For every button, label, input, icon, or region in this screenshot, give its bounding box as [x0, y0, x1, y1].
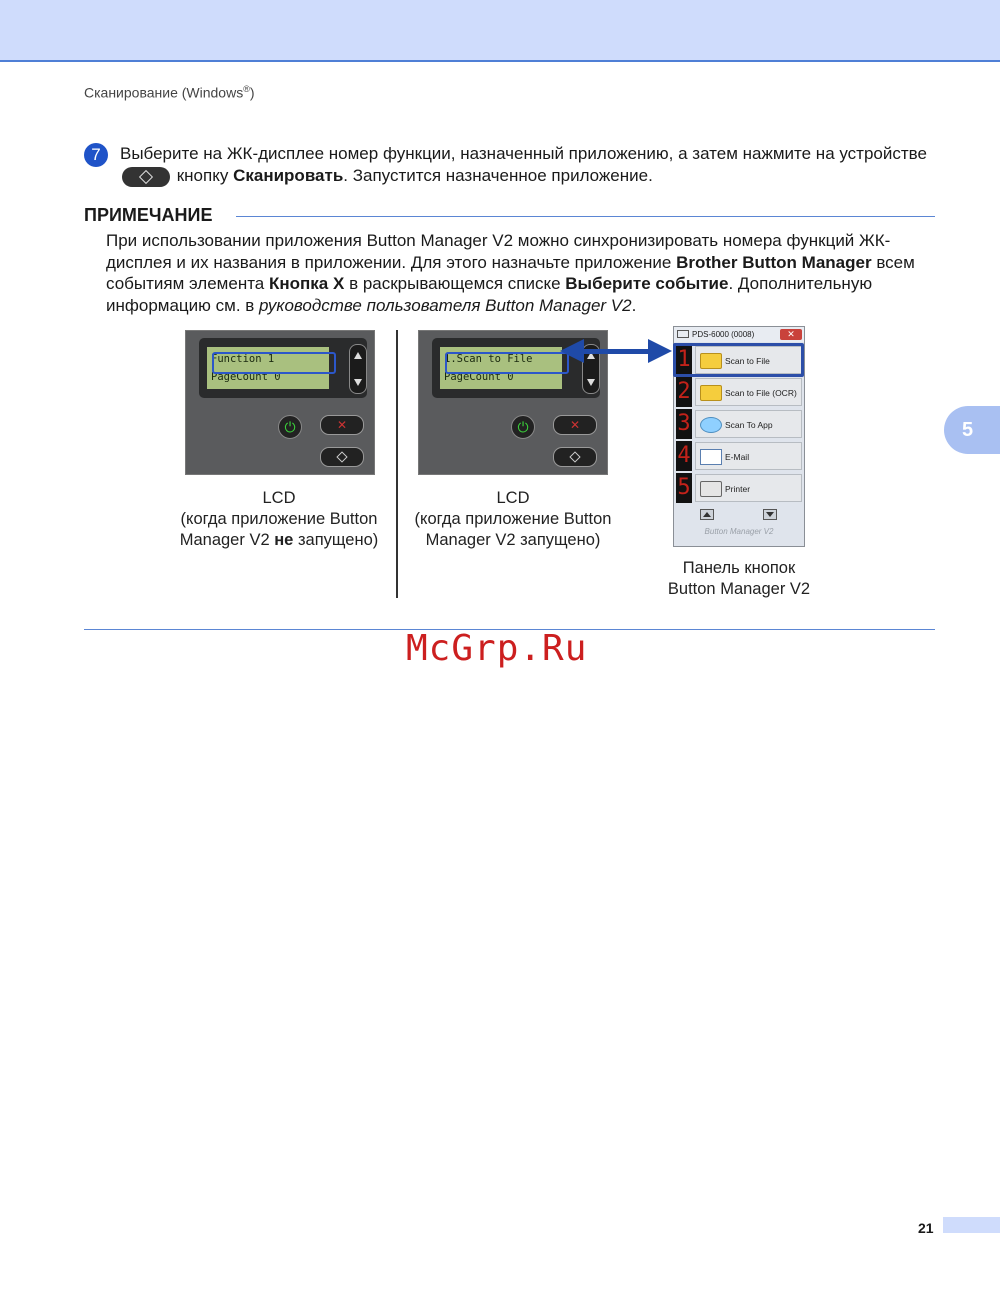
bm-button[interactable]: E-Mail — [695, 442, 802, 470]
lcd-line-2: PageCount 0 — [444, 371, 514, 383]
lcd-line-1: Function 1 — [211, 353, 275, 365]
lcd-right-caption: LCD (когда приложение Button Manager V2 запущено) — [414, 489, 612, 549]
chapter-tab: 5 — [944, 406, 1000, 454]
app-icon — [700, 417, 722, 433]
scroll-down-button[interactable] — [763, 509, 777, 520]
step-number-badge: 7 — [84, 143, 108, 167]
scanner-icon — [677, 330, 689, 338]
figure-divider — [396, 330, 398, 598]
lcd-highlight — [445, 352, 569, 374]
stop-icon: ✕ — [320, 415, 364, 435]
power-icon: ⏻ — [511, 415, 535, 439]
step-text: Выберите на ЖК-дисплее номер функции, назначенный приложению, а затем нажмите на устройстве кнопку Сканировать. Запустится назначенное приложение. — [120, 144, 927, 185]
bm-item-1[interactable]: 1 Scan to File — [676, 345, 803, 375]
lcd-highlight — [212, 352, 336, 374]
start-icon — [320, 447, 364, 467]
window-titlebar: PDS-6000 (0008) ✕ — [674, 327, 804, 342]
bm-footer-logo: Button Manager V2 — [704, 527, 774, 536]
lcd-panel-left — [185, 330, 375, 475]
bm-highlight — [673, 343, 804, 377]
power-icon: ⏻ — [278, 415, 302, 439]
note-title: ПРИМЕЧАНИЕ — [84, 205, 213, 225]
bm-item-3[interactable]: 3 Scan To App — [676, 409, 803, 439]
lcd-screen — [207, 347, 329, 389]
bm-item-4[interactable]: 4 E-Mail — [676, 441, 803, 471]
lcd-line-2: PageCount 0 — [211, 371, 281, 383]
watermark: McGrp.Ru — [406, 628, 588, 669]
folder-icon — [700, 385, 722, 401]
header-band — [0, 0, 1000, 62]
bm-button[interactable]: Scan to File (OCR) — [695, 378, 802, 406]
page-number: 21 — [918, 1220, 934, 1236]
lcd-line-1: 1.Scan to File — [444, 353, 533, 365]
double-arrow-icon — [560, 339, 584, 363]
bm-button[interactable]: Scan To App — [695, 410, 802, 438]
printer-icon — [700, 481, 722, 497]
scroll-up-button[interactable] — [700, 509, 714, 520]
bm-caption: Панель кнопок Button Manager V2 — [667, 559, 811, 598]
mail-icon — [700, 449, 722, 465]
arrow-up-icon — [354, 352, 362, 359]
bm-button[interactable]: Printer — [695, 474, 802, 502]
stop-icon: ✕ — [553, 415, 597, 435]
lcd-left-caption: LCD (когда приложение Button Manager V2 не запущено) — [179, 489, 379, 549]
arrow-down-icon — [354, 379, 362, 386]
close-icon[interactable]: ✕ — [780, 329, 802, 340]
bm-item-2[interactable]: 2 Scan to File (OCR) — [676, 377, 803, 407]
bm-item-5[interactable]: 5 Printer — [676, 473, 803, 503]
bm-button[interactable]: Scan to File — [695, 346, 802, 374]
note-divider — [236, 216, 935, 217]
up-down-buttons — [349, 344, 367, 394]
scan-start-button-icon — [122, 167, 170, 187]
arrow-down-icon — [587, 379, 595, 386]
breadcrumb: Сканирование (Windows®) — [84, 84, 255, 101]
start-icon — [553, 447, 597, 467]
page-bar — [943, 1217, 1000, 1233]
note-body: При использовании приложения Button Manager V2 можно синхронизировать номера функций ЖК-дисплея и их названия в приложении. Для этого назначьте приложение Brother Button Manager всем событиям элемента Кнопка X в раскрывающемся списке Выберите событие. Дополнительную информацию см. в руководстве пользователя Button Manager V2. — [106, 231, 915, 315]
lcd-screen — [440, 347, 562, 389]
